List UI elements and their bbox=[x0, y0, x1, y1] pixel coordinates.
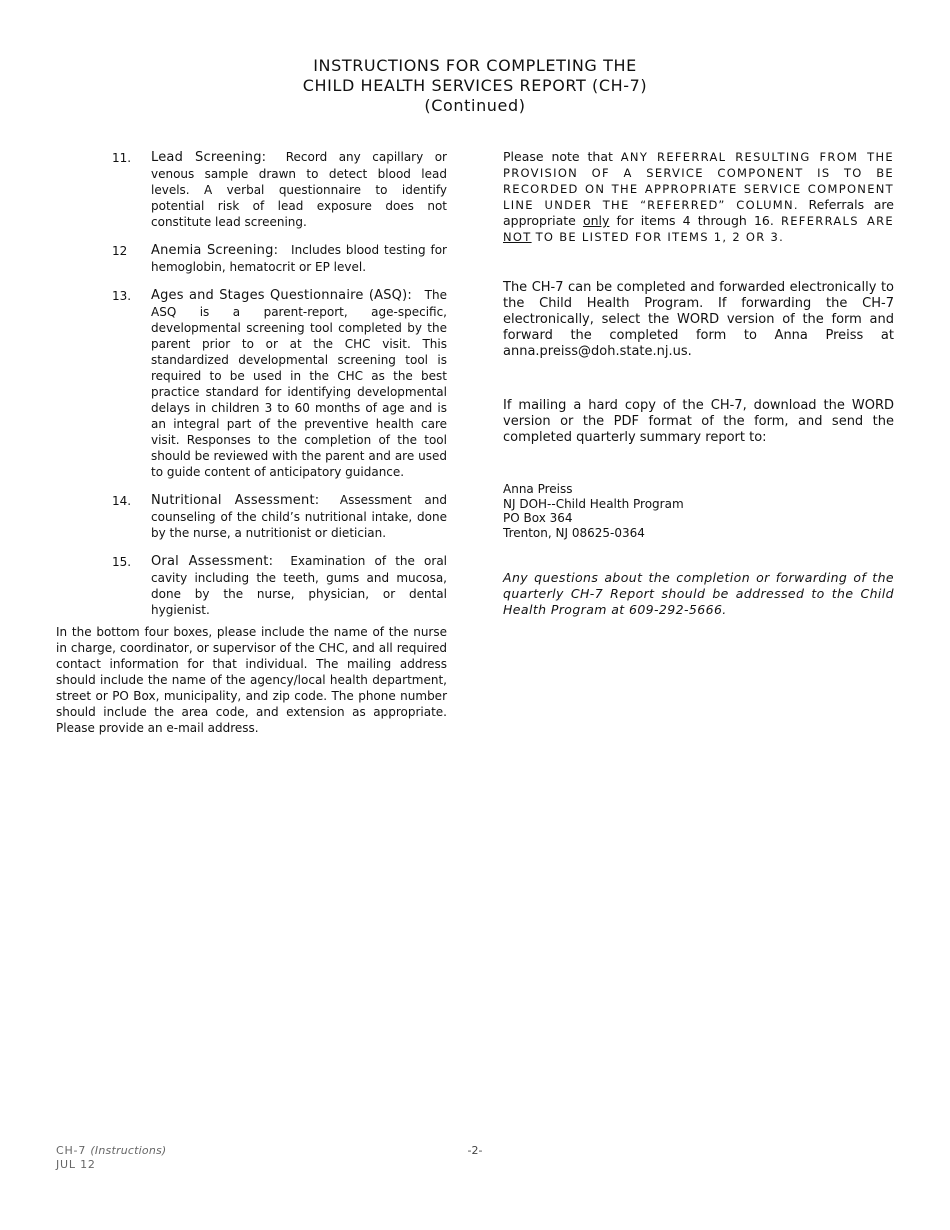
referral-note-only: only bbox=[582, 213, 610, 228]
referral-note-lead: Please note that bbox=[503, 149, 613, 164]
item-number: 13. bbox=[112, 289, 132, 303]
referral-note-not: NOT bbox=[503, 230, 532, 244]
footer-form-sub: (Instructions) bbox=[90, 1144, 167, 1157]
item-heading: Lead Screening: bbox=[151, 150, 267, 165]
title-line-1: INSTRUCTIONS FOR COMPLETING THE bbox=[313, 56, 637, 75]
item-number: 14. bbox=[112, 494, 132, 508]
address-name: Anna Preiss bbox=[503, 482, 573, 496]
electronic-forwarding-paragraph: The CH-7 can be completed and forwarded electronically to the Child Health Program. If forwarding the CH-7 electronically, select the WORD version of the form and forward the completed form to Anna Preiss at anna.preiss@doh.state.nj.us. bbox=[503, 280, 894, 359]
item-number: 11. bbox=[112, 151, 132, 165]
item-heading: Anemia Screening: bbox=[151, 243, 279, 258]
referral-note-mid1: Referrals are appropriate bbox=[503, 197, 894, 228]
item-number: 15. bbox=[112, 555, 132, 569]
title-line-3: (Continued) bbox=[424, 96, 526, 115]
list-item bbox=[56, 242, 447, 275]
page-title bbox=[0, 56, 950, 116]
item-heading: Ages and Stages Questionnaire (ASQ): bbox=[151, 288, 412, 303]
referral-note-caps2b: TO BE LISTED FOR ITEMS 1, 2 OR 3. bbox=[535, 230, 785, 244]
list-item bbox=[56, 287, 447, 480]
item-text: Record any capillary or venous sample drawn to detect blood lead levels. A verbal questionnaire to identify potential risk of lead exposure does not constitute lead screening. bbox=[151, 150, 447, 229]
left-column bbox=[56, 149, 447, 736]
footer-form: CH-7 bbox=[56, 1144, 87, 1157]
referral-note-caps2a: REFERRALS ARE bbox=[780, 214, 894, 228]
title-line-2: CHILD HEALTH SERVICES REPORT (CH-7) bbox=[302, 76, 648, 95]
list-item bbox=[56, 149, 447, 230]
referral-note-caps: ANY REFERRAL RESULTING FROM THE PROVISION OF A SERVICE COMPONENT IS TO BE RECORDED ON THE APPROPRIATE SERVICE COMPONENT LINE UNDER THE “REFERRED” COLUMN. bbox=[503, 150, 894, 212]
item-heading: Oral Assessment: bbox=[151, 554, 274, 569]
bottom-boxes-paragraph: In the bottom four boxes, please include the name of the nurse in charge, coordinator, or supervisor of the CHC, and all required contact information for that individual. The mailing address should include the name of the agency/local health department, street or PO Box, municipality, and zip code. The phone number should include the area code, and extension as appropriate. Please provide an e-mail address. bbox=[56, 625, 447, 735]
item-text: Assessment and counseling of the child’s nutritional intake, done by the nurse, a nutritionist or dietician. bbox=[151, 493, 447, 540]
list-item bbox=[56, 492, 447, 541]
address-box: PO Box 364 bbox=[503, 511, 573, 525]
item-text: Includes blood testing for hemoglobin, hematocrit or EP level. bbox=[151, 243, 447, 274]
address-city: Trenton, NJ 08625-0364 bbox=[503, 525, 645, 540]
questions-paragraph: Any questions about the completion or forwarding of the quarterly CH-7 Report should be addressed to the Child Health Program at 609-292-5666. bbox=[503, 570, 894, 617]
referral-note-mid2: for items 4 through 16. bbox=[616, 213, 774, 228]
item-number: 12 bbox=[112, 244, 128, 258]
mailing-paragraph: If mailing a hard copy of the CH-7, download the WORD version or the PDF format of the form, and send the completed quarterly summary report to: bbox=[503, 398, 894, 445]
item-heading: Nutritional Assessment: bbox=[151, 493, 320, 508]
page-number: -2- bbox=[467, 1144, 483, 1157]
mailing-address bbox=[503, 482, 894, 540]
footer-date: JUL 12 bbox=[56, 1158, 96, 1171]
item-text: The ASQ is a parent-report, age-specific, developmental screening tool completed by the parent prior to or at the CHC visit. This standardized developmental screening tool is required to be used in the CHC as the best practice standard for identifying developmental delays in children 3 to 60 months of age and is an integral part of the preventive health care visit. Responses to the completion of the tool should be reviewed with the parent and are used to guide content of anticipatory guidance. bbox=[151, 288, 447, 479]
address-org: NJ DOH--Child Health Program bbox=[503, 496, 684, 511]
right-column bbox=[503, 149, 894, 618]
referral-note-paragraph bbox=[503, 149, 894, 245]
list-item bbox=[56, 553, 447, 618]
item-text: Examination of the oral cavity including the teeth, gums and mucosa, done by the nurse, physician, or dental hygienist. bbox=[151, 554, 447, 617]
